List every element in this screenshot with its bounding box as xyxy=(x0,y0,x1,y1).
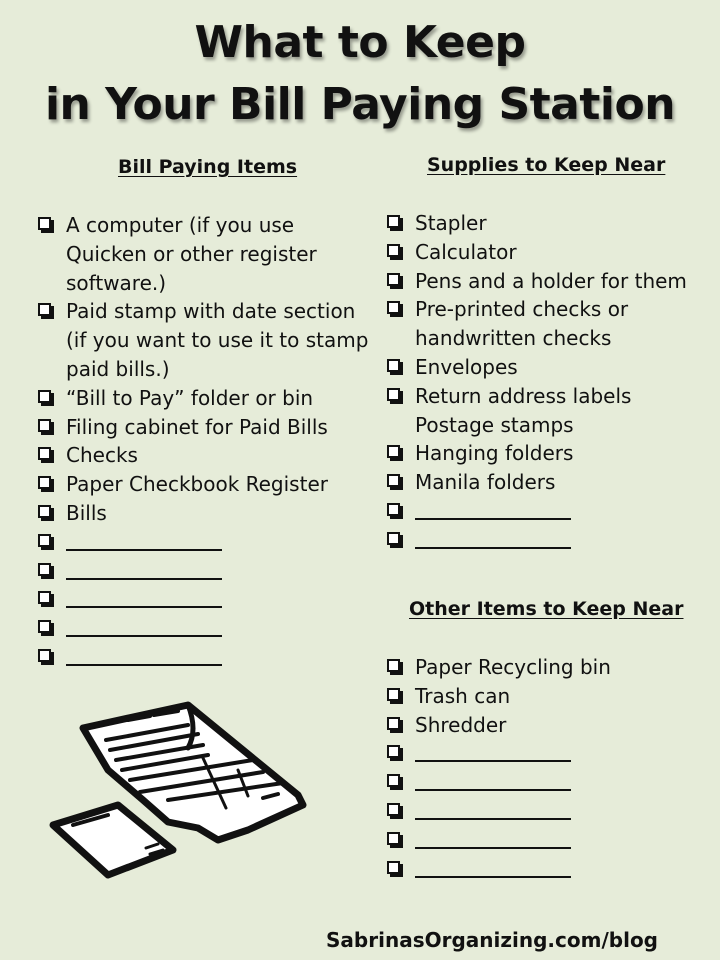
checkbox-icon[interactable] xyxy=(38,303,51,316)
item-label: Calculator xyxy=(415,239,517,264)
blank-line xyxy=(66,528,222,551)
other-items-list xyxy=(385,653,611,883)
blank-list-item[interactable] xyxy=(385,826,611,855)
bills-clipart-icon xyxy=(48,700,308,889)
list-item[interactable] xyxy=(36,499,368,528)
checkbox-icon[interactable] xyxy=(387,688,400,701)
list-item[interactable] xyxy=(385,468,687,497)
blank-list-item[interactable] xyxy=(385,497,687,526)
blank-list-item[interactable] xyxy=(36,557,368,586)
checkbox-icon[interactable] xyxy=(38,649,51,662)
list-item[interactable] xyxy=(385,209,687,238)
item-label: Paper Checkbook Register xyxy=(66,472,328,497)
checkbox-icon[interactable] xyxy=(387,503,400,516)
blank-line xyxy=(66,643,222,666)
other-items-heading: Other Items to Keep Near xyxy=(409,598,684,620)
list-item[interactable] xyxy=(36,470,368,499)
list-item[interactable] xyxy=(385,295,687,324)
item-label: (if you want to use it to stamp xyxy=(66,328,369,353)
blank-list-item[interactable] xyxy=(36,528,368,557)
list-item[interactable] xyxy=(385,353,687,382)
blank-list-item[interactable] xyxy=(385,739,611,768)
checkbox-icon[interactable] xyxy=(38,505,51,518)
checkbox-icon[interactable] xyxy=(387,745,400,758)
checkbox-icon[interactable] xyxy=(38,620,51,633)
blank-line xyxy=(415,739,571,762)
list-item-continuation xyxy=(36,240,368,269)
blank-list-item[interactable] xyxy=(385,526,687,555)
checkbox-icon[interactable] xyxy=(387,445,400,458)
supplies-heading: Supplies to Keep Near xyxy=(427,154,666,176)
checkbox-icon[interactable] xyxy=(38,534,51,547)
checkbox-icon[interactable] xyxy=(387,803,400,816)
item-label: Shredder xyxy=(415,712,507,737)
list-item[interactable] xyxy=(36,441,368,470)
list-item[interactable] xyxy=(385,682,611,711)
checkbox-icon[interactable] xyxy=(387,388,400,401)
item-label: “Bill to Pay” folder or bin xyxy=(66,385,314,410)
checkbox-icon[interactable] xyxy=(387,301,400,314)
item-label: paid bills.) xyxy=(66,356,170,381)
list-item[interactable] xyxy=(385,382,687,411)
list-item[interactable] xyxy=(385,653,611,682)
blank-line xyxy=(415,855,571,878)
blank-line xyxy=(415,797,571,820)
title-line-2: in Your Bill Paying Station xyxy=(44,79,676,130)
checkbox-icon[interactable] xyxy=(387,215,400,228)
item-label: Stapler xyxy=(415,211,487,235)
blank-list-item[interactable] xyxy=(385,768,611,797)
checkbox-icon[interactable] xyxy=(38,476,51,489)
list-item-continuation xyxy=(385,324,687,353)
item-label: Checks xyxy=(66,443,138,468)
blank-line xyxy=(415,768,571,791)
bill-paying-list xyxy=(36,211,368,672)
list-item[interactable] xyxy=(36,384,368,413)
list-item[interactable] xyxy=(36,297,368,326)
item-label: Bills xyxy=(66,500,107,525)
item-label: Return address labels xyxy=(415,383,632,408)
supplies-list xyxy=(385,209,687,555)
checkbox-icon[interactable] xyxy=(38,390,51,403)
checkbox-icon[interactable] xyxy=(38,217,51,230)
list-item[interactable] xyxy=(385,439,687,468)
blank-list-item[interactable] xyxy=(385,797,611,826)
list-item-continuation xyxy=(36,269,368,298)
checkbox-icon[interactable] xyxy=(387,532,400,545)
list-item[interactable] xyxy=(385,711,611,740)
item-label: software.) xyxy=(66,270,167,295)
blank-line xyxy=(66,557,222,580)
blank-line xyxy=(415,497,571,520)
checkbox-icon[interactable] xyxy=(387,717,400,730)
item-label: Paid stamp with date section xyxy=(66,299,356,324)
title-line-1: What to Keep xyxy=(194,17,526,68)
list-item[interactable] xyxy=(385,267,687,296)
blank-list-item[interactable] xyxy=(36,614,368,643)
list-item-continuation xyxy=(36,326,368,355)
item-label: Quicken or other register xyxy=(66,241,317,266)
list-item-continuation xyxy=(385,411,687,440)
checkbox-icon[interactable] xyxy=(387,659,400,672)
checkbox-icon[interactable] xyxy=(38,563,51,576)
checkbox-icon[interactable] xyxy=(38,591,51,604)
item-label: Hanging folders xyxy=(415,441,574,466)
item-label: handwritten checks xyxy=(415,326,612,351)
item-label: Envelopes xyxy=(415,354,518,379)
checkbox-icon[interactable] xyxy=(387,244,400,257)
checkbox-icon[interactable] xyxy=(387,359,400,372)
checkbox-icon[interactable] xyxy=(387,832,400,845)
blank-line xyxy=(415,526,571,549)
page-title xyxy=(0,12,720,136)
list-item[interactable] xyxy=(36,413,368,442)
blank-list-item[interactable] xyxy=(36,643,368,672)
list-item[interactable] xyxy=(385,238,687,267)
bill-paying-heading: Bill Paying Items xyxy=(118,156,298,178)
item-label: Paper Recycling bin xyxy=(415,655,611,679)
blank-line xyxy=(415,826,571,849)
item-label: Trash can xyxy=(415,683,511,708)
checkbox-icon[interactable] xyxy=(387,273,400,286)
item-label: Filing cabinet for Paid Bills xyxy=(66,414,328,439)
blank-line xyxy=(66,585,222,608)
checkbox-icon[interactable] xyxy=(38,419,51,432)
list-item-continuation xyxy=(36,355,368,384)
item-label: Pre-printed checks or xyxy=(415,297,629,322)
blank-list-item[interactable] xyxy=(36,585,368,614)
checkbox-icon[interactable] xyxy=(387,474,400,487)
blank-line xyxy=(66,614,222,637)
list-item[interactable] xyxy=(36,211,368,240)
item-label: A computer (if you use xyxy=(66,213,295,237)
item-label: Pens and a holder for them xyxy=(415,268,687,293)
item-label: Manila folders xyxy=(415,470,556,495)
checkbox-icon[interactable] xyxy=(387,861,400,874)
item-label: Postage stamps xyxy=(415,412,574,437)
blank-list-item[interactable] xyxy=(385,855,611,884)
checkbox-icon[interactable] xyxy=(387,774,400,787)
footer-url[interactable]: SabrinasOrganizing.com/blog xyxy=(326,928,658,952)
checkbox-icon[interactable] xyxy=(38,447,51,460)
